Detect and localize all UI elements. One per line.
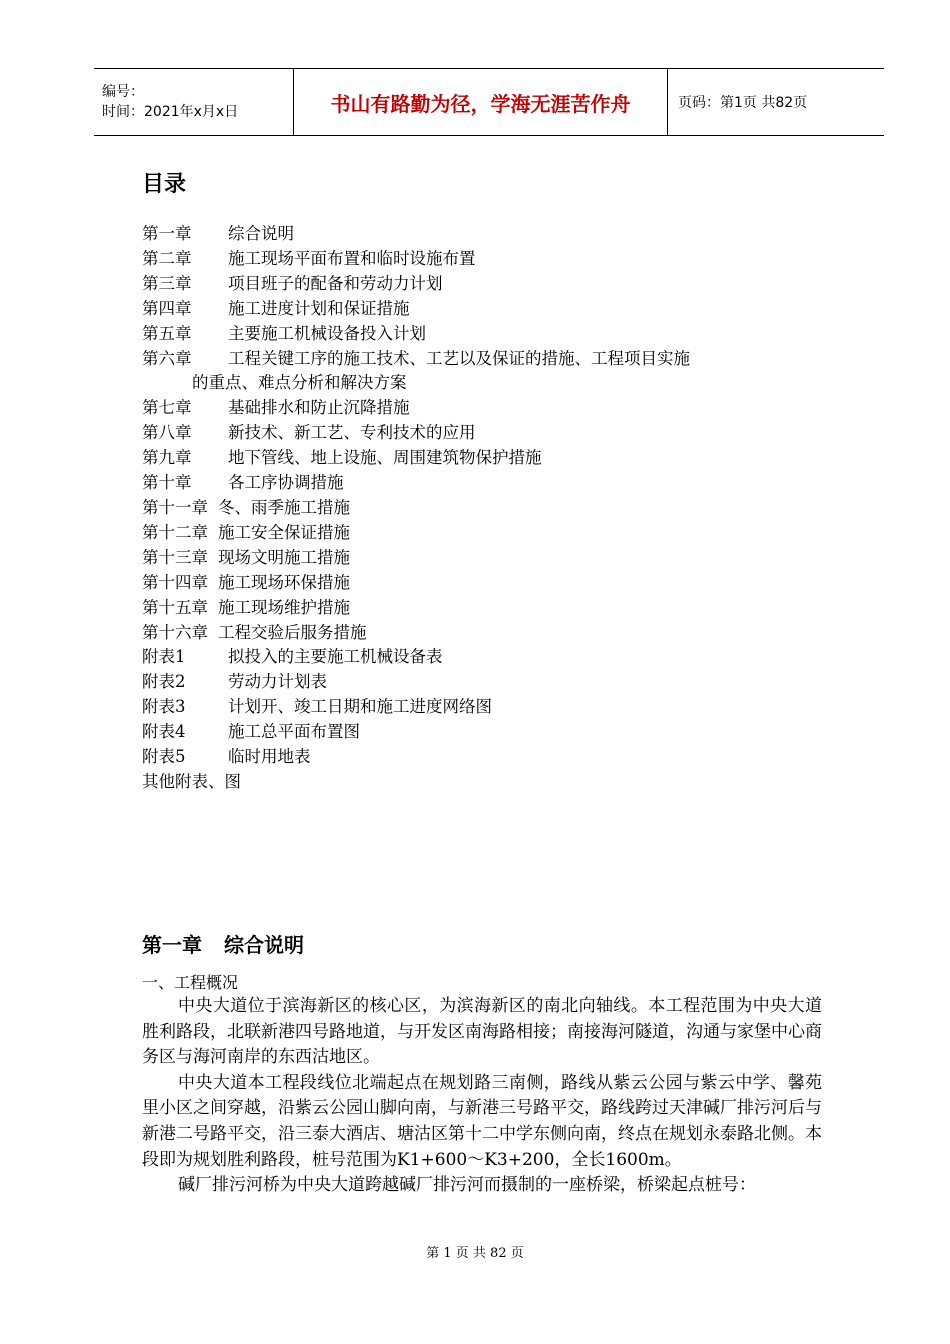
toc-item-number: 第十三章 (142, 547, 208, 567)
toc-item-number: 第六章 (142, 348, 192, 368)
page-header (94, 68, 884, 136)
number-label: 编号： (102, 84, 144, 100)
toc-item-text: 拟投入的主要施工机械设备表 (228, 647, 443, 667)
toc-item-number: 第十二章 (142, 522, 208, 542)
toc-item-text: 劳动力计划表 (228, 672, 327, 692)
toc-item (142, 521, 822, 546)
toc-item (142, 496, 822, 521)
toc-item (142, 745, 822, 770)
toc-item-text: 基础排水和防止沉降措施 (228, 398, 410, 418)
page-footer: 第 1 页 共 82 页 (426, 1246, 524, 1261)
toc-item (142, 347, 822, 372)
toc-item (142, 571, 822, 596)
toc-item-text: 施工进度计划和保证措施 (228, 298, 410, 318)
toc-item (142, 222, 822, 247)
toc-item (142, 297, 822, 322)
toc-item-text: 施工现场平面布置和临时设施布置 (228, 248, 476, 268)
toc-item-text: 主要施工机械设备投入计划 (228, 323, 426, 343)
toc-item-number: 第十一章 (142, 497, 208, 517)
toc-item-text: 工程交验后服务措施 (218, 622, 367, 642)
chapter-body (142, 994, 822, 1199)
toc-item-text: 各工序协调措施 (228, 473, 344, 493)
toc-item-number: 第十章 (142, 473, 192, 493)
paragraph: 中央大道本工程段线位北端起点在规划路三南侧，路线从紫云公园与紫云中学、馨苑里小区之间穿越，沿紫云公园山脚向南，与新港三号路平交，路线跨过天津碱厂排污河后与新港二号路平交，沿三泰大酒店、塘沽区第十二中学东侧向南，终点在规划永泰路北侧。本段即为规划胜利路段，桩号范围为K1+600～K3+200，全长1600m。 (142, 1072, 822, 1170)
toc-item-number: 其他附表、图 (142, 771, 241, 791)
toc-item-number: 第十四章 (142, 572, 208, 592)
toc-title: 目录 (142, 172, 187, 197)
toc-item-number: 附表3 (142, 697, 186, 717)
toc-item (142, 421, 822, 446)
paragraph: 中央大道位于滨海新区的核心区，为滨海新区的南北向轴线。本工程范围为中央大道胜利路段，北联新港四号路地道，与开发区南海路相接；南接海河隧道，沟通与家堡中心商务区与海河南岸的东西沽地区。 (142, 996, 822, 1068)
toc-item-text: 临时用地表 (228, 747, 311, 767)
toc-item-number: 第五章 (142, 323, 192, 343)
toc-item-number: 第九章 (142, 448, 192, 468)
toc-item-number: 附表1 (142, 647, 186, 667)
toc-item (142, 546, 822, 571)
toc-item (142, 247, 822, 272)
toc-item-text: 施工总平面布置图 (228, 722, 360, 742)
toc-item (142, 446, 822, 471)
toc-item-text: 施工现场维护措施 (218, 597, 350, 617)
toc-item (142, 645, 822, 670)
toc-item-text: 地下管线、地上设施、周围建筑物保护措施 (228, 448, 542, 468)
toc-item-text: 施工安全保证措施 (218, 522, 350, 542)
toc-item (142, 471, 822, 496)
chapter-title (142, 930, 304, 960)
toc-item-text: 新技术、新工艺、专利技术的应用 (228, 423, 476, 443)
toc-item-number: 第十六章 (142, 622, 208, 642)
toc-item-text: 施工现场环保措施 (218, 572, 350, 592)
paragraph: 碱厂排污河桥为中央大道跨越碱厂排污河而摄制的一座桥梁，桥梁起点桩号： (178, 1175, 756, 1196)
toc-item-text: 项目班子的配备和劳动力计划 (228, 273, 443, 293)
toc-item-number: 第七章 (142, 398, 192, 418)
toc-item-number: 附表4 (142, 722, 186, 742)
toc-item-number: 附表2 (142, 672, 186, 692)
toc-item-text: 现场文明施工措施 (218, 547, 350, 567)
toc-item (142, 596, 822, 621)
toc-item (142, 396, 822, 421)
toc-item (142, 695, 822, 720)
header-meta (94, 69, 294, 135)
toc-item-number: 附表5 (142, 747, 186, 767)
toc-item (142, 770, 822, 795)
toc-item-number: 第三章 (142, 273, 192, 293)
toc-item-continuation: 的重点、难点分析和解决方案 (192, 373, 407, 393)
toc-item-text: 计划开、竣工日期和施工进度网络图 (228, 697, 492, 717)
chapter-name: 综合说明 (224, 933, 304, 957)
toc-item-text: 冬、雨季施工措施 (218, 497, 350, 517)
date-label: 时间：2021年x月x日 (102, 104, 239, 120)
toc-item (142, 670, 822, 695)
toc-item-text: 工程关键工序的施工技术、工艺以及保证的措施、工程项目实施 (228, 348, 690, 368)
toc-item-number: 第一章 (142, 224, 192, 243)
toc-item-number: 第四章 (142, 298, 192, 318)
header-motto: 书山有路勤为径，学海无涯苦作舟 (294, 69, 668, 135)
toc-item-number: 第二章 (142, 248, 192, 268)
toc-item (142, 621, 822, 646)
toc-item (142, 272, 822, 297)
chapter-number: 第一章 (142, 933, 202, 957)
header-page-label: 页码：第1页 共82页 (678, 95, 808, 111)
toc-list (142, 222, 822, 795)
toc-item-text: 综合说明 (228, 224, 294, 243)
toc-item (142, 322, 822, 347)
toc-item-number: 第十五章 (142, 597, 208, 617)
toc-item-number: 第八章 (142, 423, 192, 443)
toc-item (142, 720, 822, 745)
section-heading: 一、工程概况 (142, 973, 239, 992)
